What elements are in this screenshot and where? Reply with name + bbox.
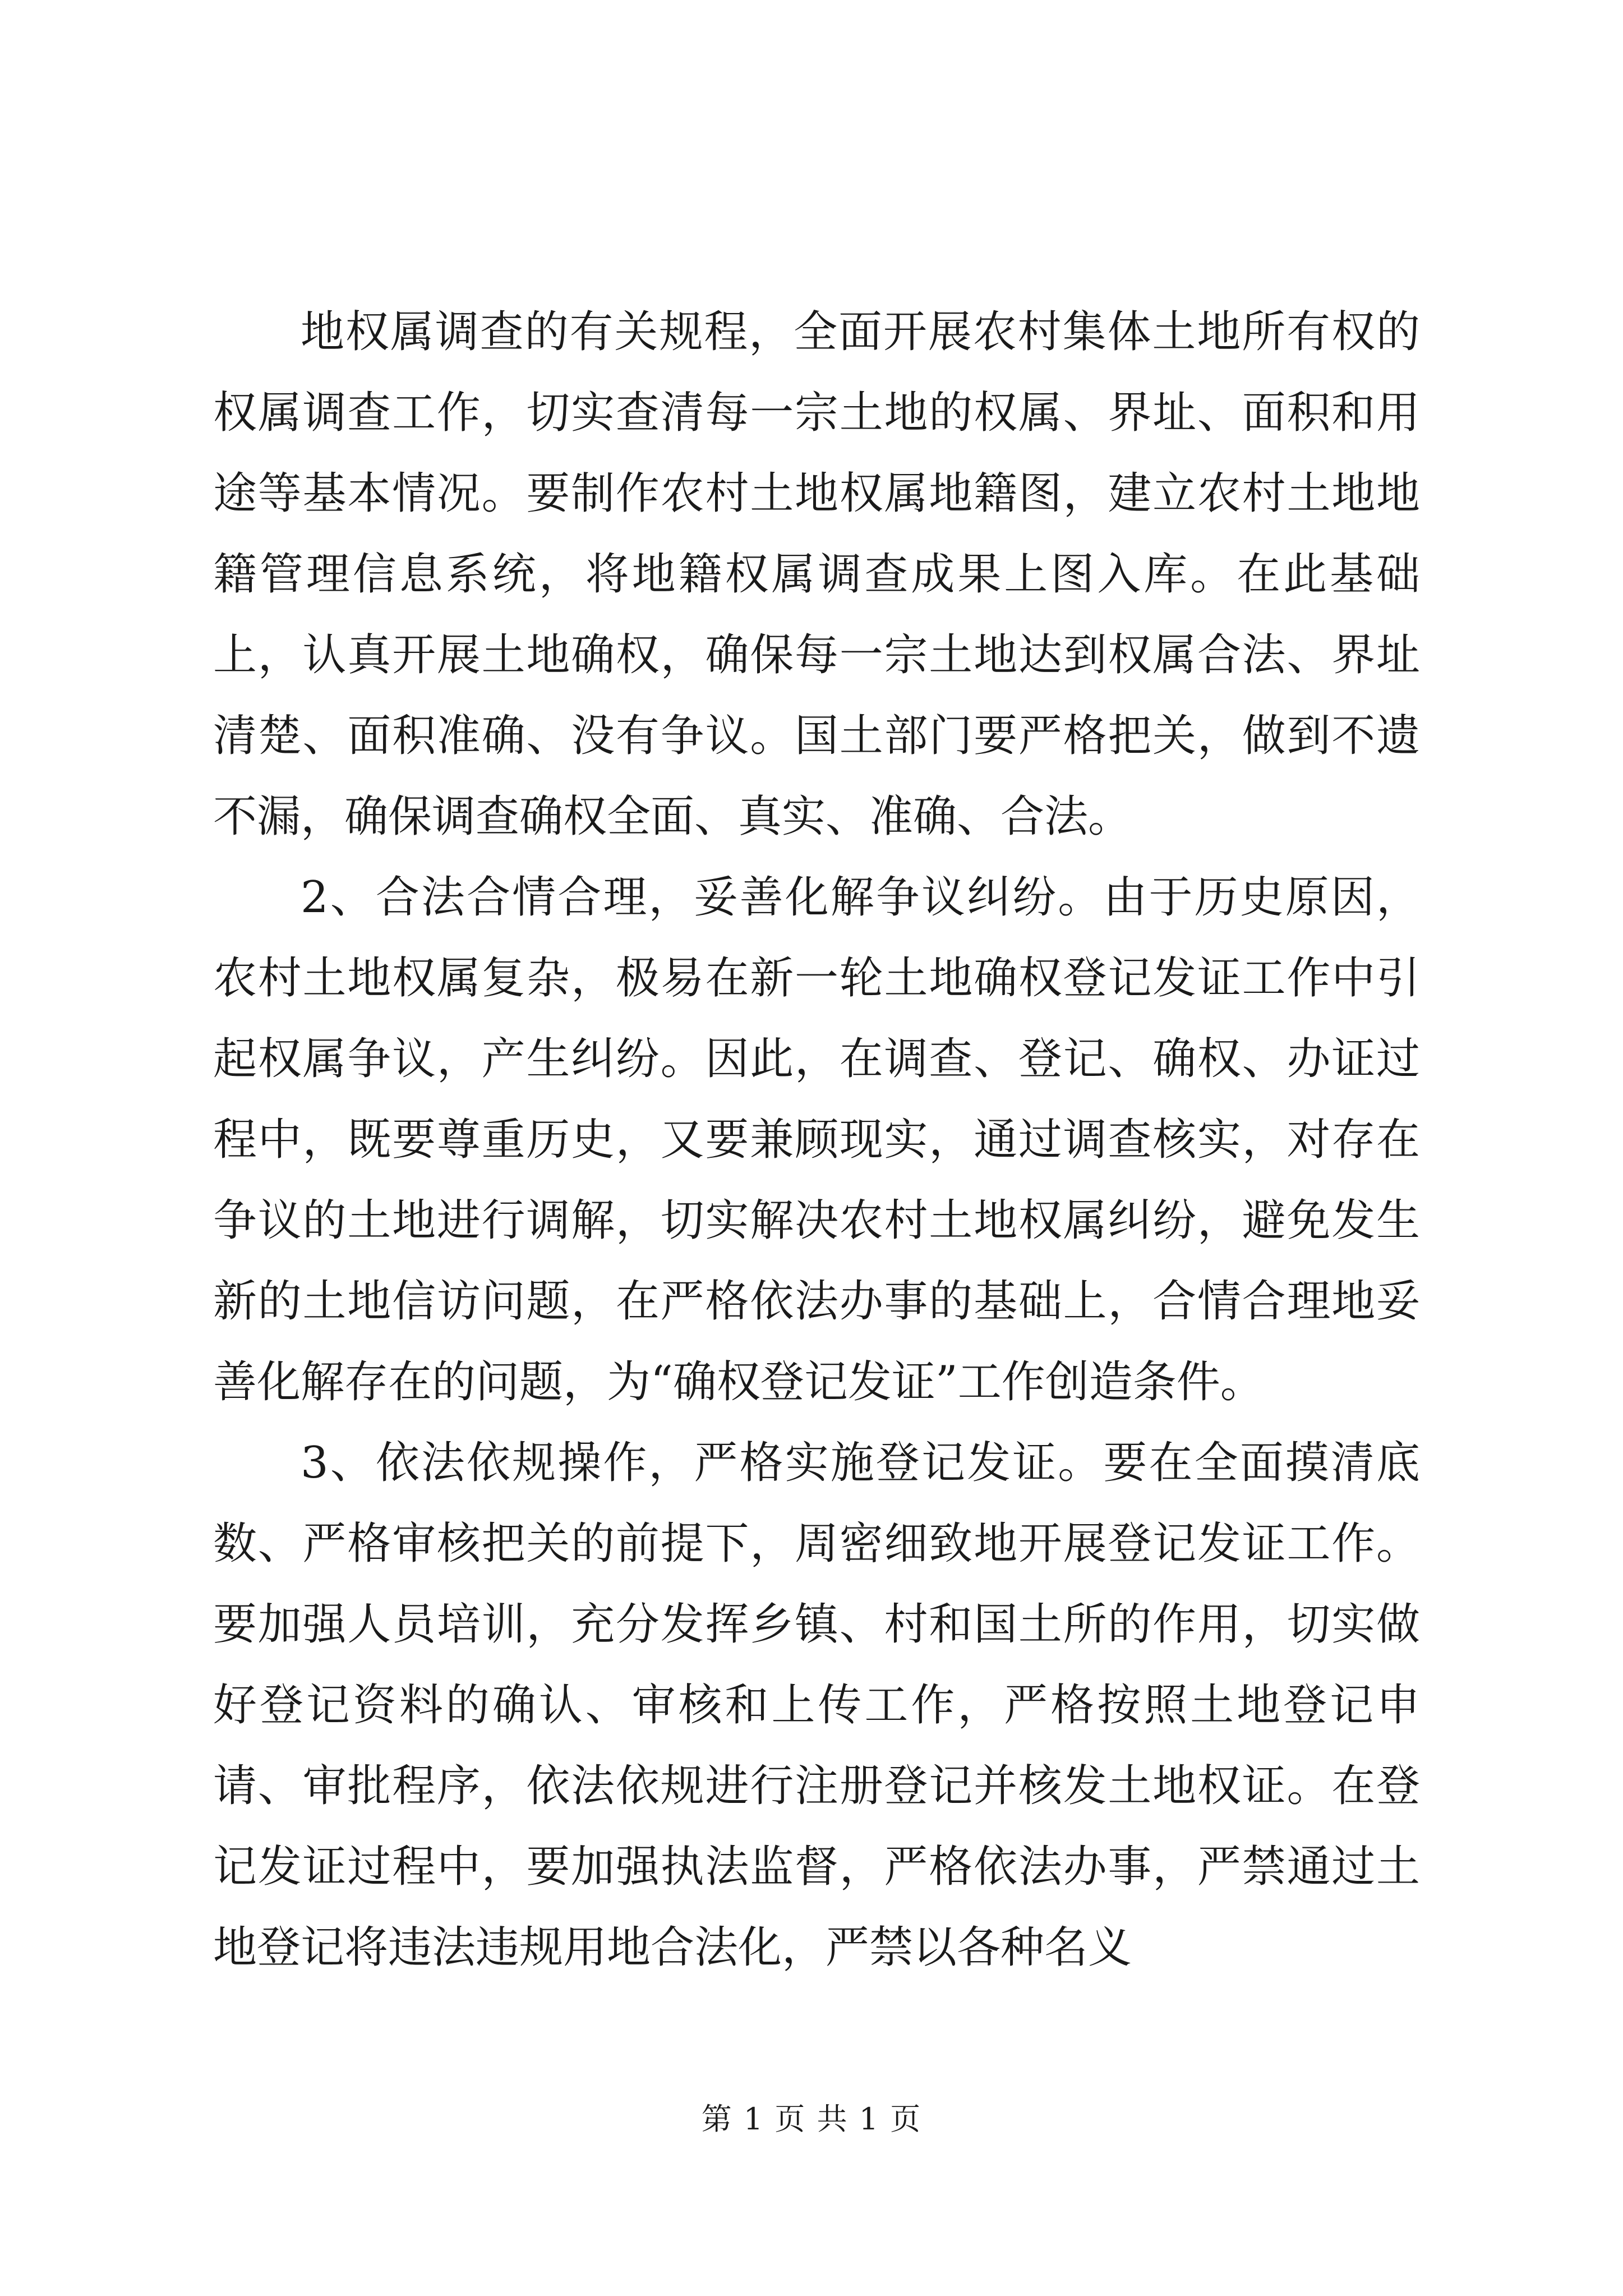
paragraph-2: 2、合法合情合理，妥善化解争议纠纷。由于历史原因，农村土地权属复杂，极易在新一轮土地确权登记发证工作中引起权属争议，产生纠纷。因此，在调查、登记、确权、办证过程中，既要尊重历史，又要兼顾现实，通过调查核实，对存在争议的土地进行调解，切实解决农村土地权属纠纷，避免发生新的土地信访问题，在严格依法办事的基础上，合情合理地妥善化解存在的问题，为“确权登记发证”工作创造条件。 <box>213 872 1420 1407</box>
document-body <box>213 292 1420 1988</box>
paragraph-1: 地权属调查的有关规程，全面开展农村集体土地所有权的权属调查工作，切实查清每一宗土地的权属、界址、面积和用途等基本情况。要制作农村土地权属地籍图，建立农村土地地籍管理信息系统，将地籍权属调查成果上图入库。在此基础上，认真开展土地确权，确保每一宗土地达到权属合法、界址清楚、面积准确、没有争议。国土部门要严格把关，做到不遗不漏，确保调查确权全面、真实、准确、合法。 <box>213 307 1420 842</box>
paragraph-3: 3、依法依规操作，严格实施登记发证。要在全面摸清底数、严格审核把关的前提下，周密细致地开展登记发证工作。要加强人员培训，充分发挥乡镇、村和国土所的作用，切实做好登记资料的确认、审核和上传工作，严格按照土地登记申请、审批程序，依法依规进行注册登记并核发土地权证。在登记发证过程中，要加强执法监督，严格依法办事，严禁通过土地登记将违法违规用地合法化，严禁以各种名义 <box>213 1438 1420 1973</box>
page-footer: 第 1 页 共 1 页 <box>701 2101 922 2137</box>
